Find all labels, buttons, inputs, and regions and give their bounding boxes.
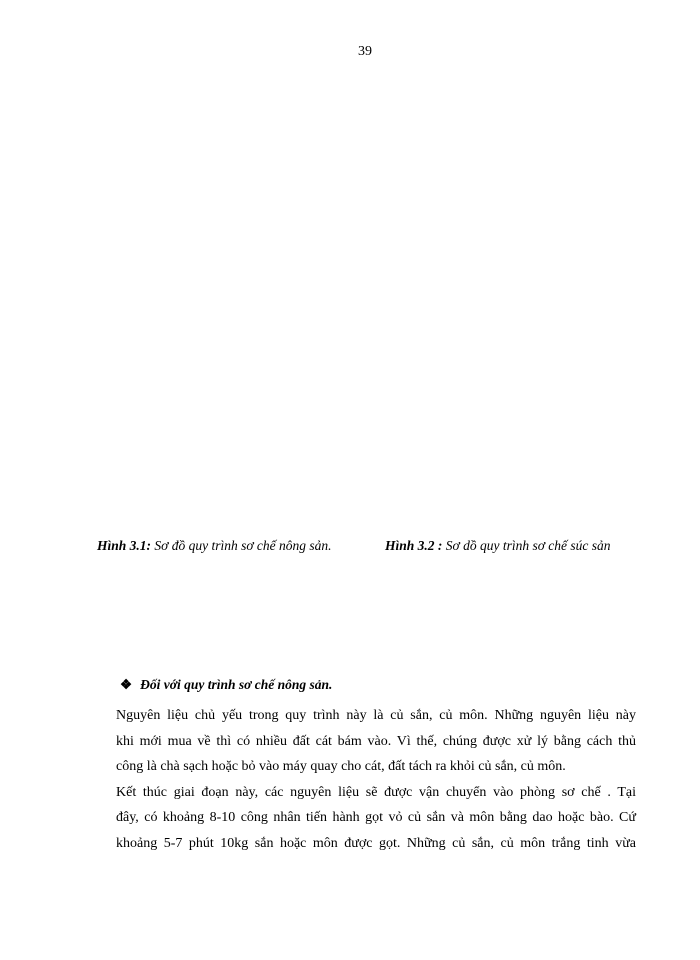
figure-caption-text: Sơ dồ quy trình sơ chế súc sản <box>442 538 611 553</box>
body-line: khi mới mua về thì có nhiều đất cát bám vào. Vì thế, chúng được xử lý bằng cách thủ <box>116 733 636 749</box>
section-heading-text: Đối với quy trình sơ chế nông sản. <box>140 677 333 692</box>
body-paragraph <box>116 703 636 856</box>
body-line: công là chà sạch hoặc bỏ vào máy quay cho cát, đất tách ra khỏi củ sắn, củ môn. <box>116 759 566 774</box>
body-line: Kết thúc giai đoạn này, các nguyên liệu sẽ được vận chuyển vào phòng sơ chế . Tại <box>116 784 636 800</box>
figure-caption-3-2 <box>385 538 611 554</box>
section-heading <box>120 677 332 693</box>
body-line: khoảng 5-7 phút 10kg sắn hoặc môn được gọt. Những củ sắn, củ môn trắng tinh vừa <box>116 835 636 851</box>
figure-caption-text: Sơ đồ quy trình sơ chế nông sản. <box>151 538 332 553</box>
diamond-bullet-icon: ❖ <box>120 677 133 692</box>
figure-caption-label: Hình 3.2 : <box>385 538 443 553</box>
figure-caption-label: Hình 3.1: <box>97 538 152 553</box>
page-number: 39 <box>358 44 372 59</box>
body-line: đây, có khoảng 8-10 công nhân tiến hành gọt vỏ củ sắn và môn bằng dao hoặc bào. Cứ <box>116 810 636 825</box>
figure-caption-3-1 <box>97 538 332 554</box>
body-line: Nguyên liệu chủ yếu trong quy trình này là củ sắn, củ môn. Những nguyên liệu này <box>116 708 636 723</box>
